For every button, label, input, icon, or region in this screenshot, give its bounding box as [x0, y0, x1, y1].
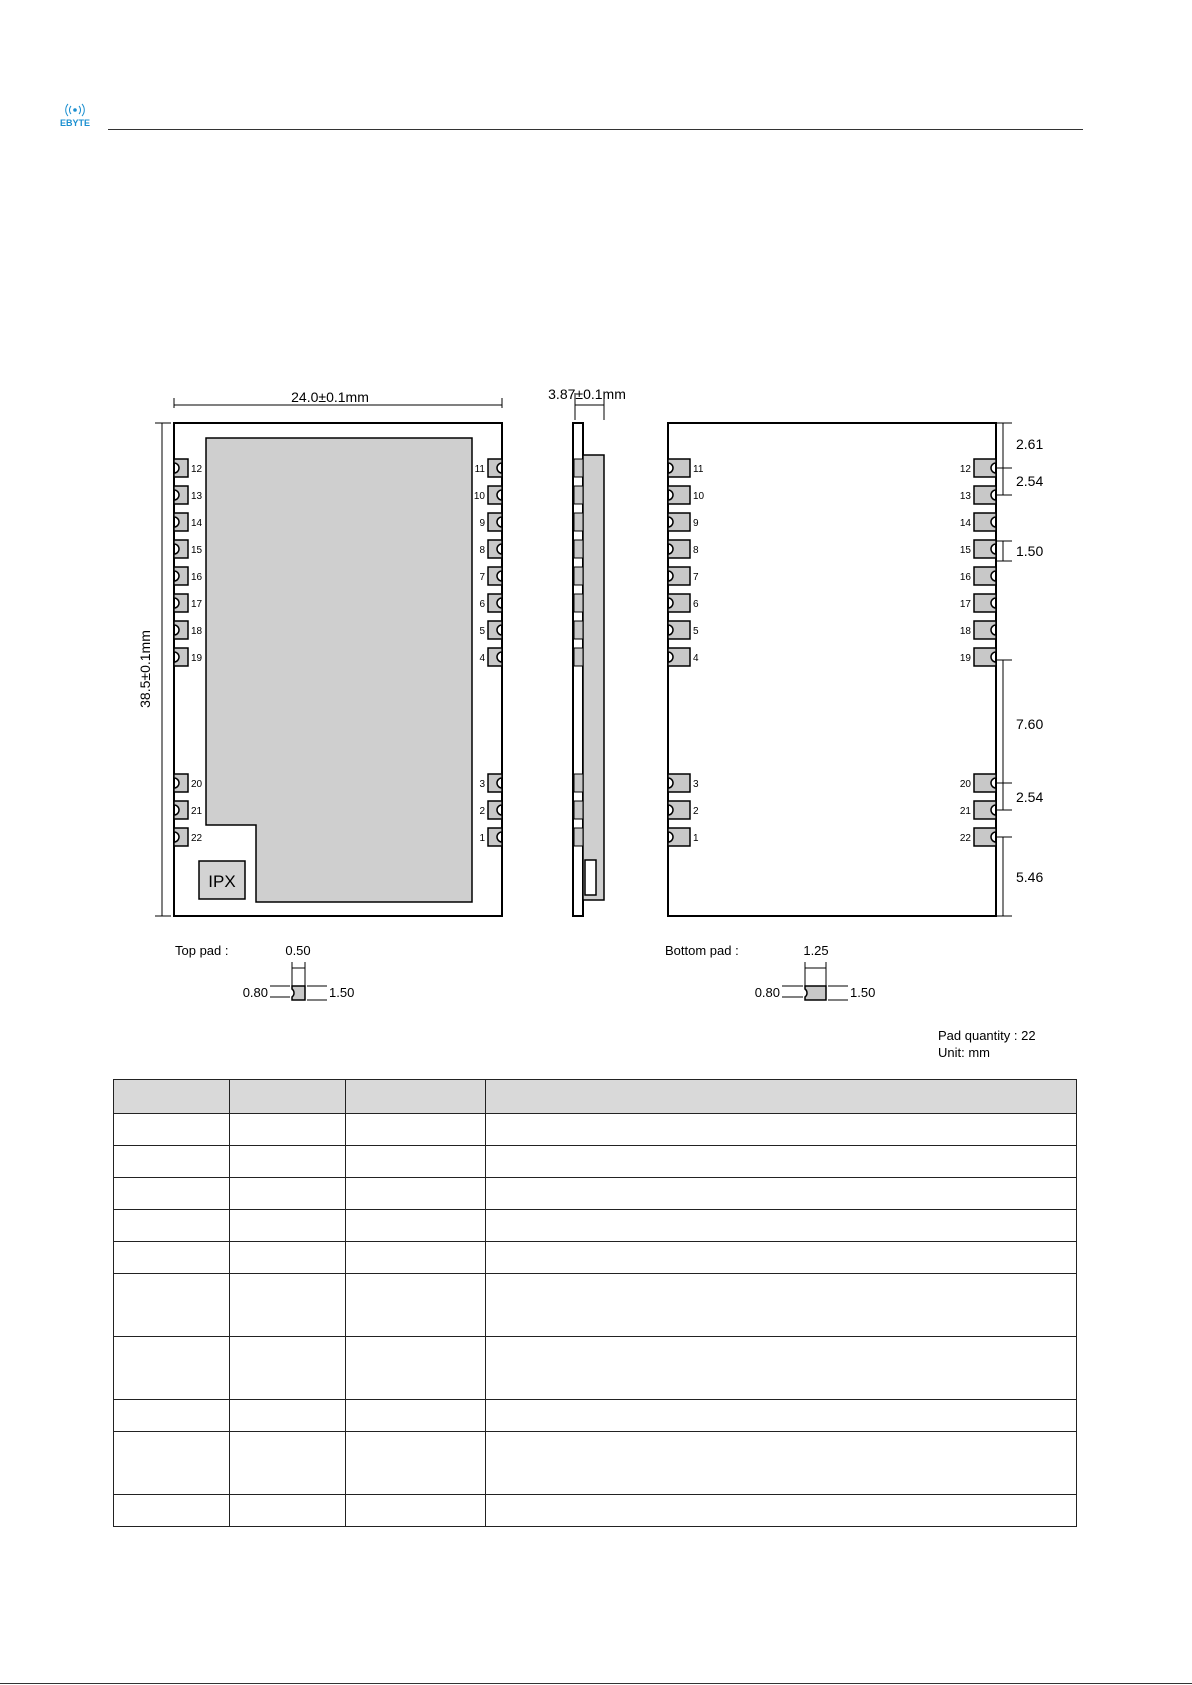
bottom-pad-height: 1.50	[850, 985, 876, 1000]
table-row	[114, 1400, 1077, 1432]
pin-number: 12	[959, 464, 971, 475]
side-pad	[574, 801, 583, 819]
pin-number: 2	[693, 806, 699, 817]
pin-number: 5	[479, 626, 485, 637]
pin-number: 17	[959, 599, 971, 610]
pin-number: 7	[479, 572, 485, 583]
top-view-left-pads	[174, 459, 203, 846]
brand-name: EBYTE	[59, 118, 91, 128]
table-row	[114, 1242, 1077, 1274]
top-view	[137, 389, 502, 916]
table-cell	[230, 1242, 346, 1274]
module-dimension-drawing	[0, 370, 1192, 1070]
width-label: 24.0±0.1mm	[291, 389, 369, 405]
table-cell	[486, 1146, 1077, 1178]
pin-number: 9	[693, 518, 699, 529]
pin-number: 14	[191, 518, 203, 529]
pin-number: 11	[693, 464, 704, 475]
table-cell	[486, 1432, 1077, 1495]
side-view-pads	[574, 459, 583, 846]
pin-number: 16	[191, 572, 203, 583]
table-cell	[346, 1432, 486, 1495]
table-row	[114, 1146, 1077, 1178]
table-cell	[346, 1337, 486, 1400]
pin-number: 15	[191, 545, 203, 556]
table-cell	[230, 1337, 346, 1400]
footer-rule	[0, 1683, 1192, 1684]
header-cell	[346, 1080, 486, 1114]
side-pad	[574, 459, 583, 477]
bottom-view	[668, 423, 1043, 916]
side-pad	[574, 594, 583, 612]
pin-number: 19	[191, 653, 203, 664]
table-cell	[114, 1242, 230, 1274]
table-cell	[230, 1210, 346, 1242]
table-row	[114, 1432, 1077, 1495]
pin-number: 3	[479, 779, 485, 790]
table-cell	[486, 1178, 1077, 1210]
table-cell	[486, 1242, 1077, 1274]
unit-label: Unit: mm	[938, 1045, 990, 1060]
pin-number: 8	[693, 545, 699, 556]
table-cell	[114, 1210, 230, 1242]
table-cell	[346, 1242, 486, 1274]
dim-5-46: 5.46	[1016, 869, 1044, 885]
table-cell	[346, 1274, 486, 1337]
pin-number: 4	[479, 653, 485, 664]
table-cell	[114, 1274, 230, 1337]
side-pad	[574, 648, 583, 666]
table-cell	[230, 1495, 346, 1527]
pin-number: 8	[479, 545, 485, 556]
pin-number: 6	[479, 599, 485, 610]
top-pad-width: 0.50	[285, 943, 311, 958]
top-pad-height: 1.50	[329, 985, 355, 1000]
header-rule	[108, 129, 1083, 130]
pin-number: 5	[693, 626, 699, 637]
bottom-pad-title: Bottom pad :	[665, 943, 739, 958]
pin-number: 9	[479, 518, 485, 529]
side-shield	[583, 455, 604, 900]
side-pad	[574, 540, 583, 558]
table-cell	[114, 1114, 230, 1146]
pin-number: 6	[693, 599, 699, 610]
table-cell	[486, 1114, 1077, 1146]
pin-number: 1	[479, 833, 485, 844]
pin-number: 16	[959, 572, 971, 583]
pin-number: 19	[959, 653, 971, 664]
header-cell	[230, 1080, 346, 1114]
pin-definition-table	[113, 1079, 1077, 1527]
table-cell	[346, 1146, 486, 1178]
side-pad	[574, 486, 583, 504]
thickness-label: 3.87±0.1mm	[548, 386, 626, 402]
table-cell	[230, 1114, 346, 1146]
table-cell	[230, 1432, 346, 1495]
pin-number: 17	[191, 599, 203, 610]
dim-1-50: 1.50	[1016, 543, 1044, 559]
side-connector	[585, 860, 596, 895]
side-pad	[574, 828, 583, 846]
table-cell	[346, 1114, 486, 1146]
pin-number: 11	[474, 464, 485, 475]
pin-number: 10	[693, 491, 705, 502]
pin-number: 22	[191, 833, 203, 844]
dim-2-54-lower: 2.54	[1016, 789, 1044, 805]
table-header-row	[114, 1080, 1077, 1114]
table-cell	[230, 1146, 346, 1178]
pin-number: 10	[473, 491, 485, 502]
table-cell	[346, 1210, 486, 1242]
table-cell	[486, 1274, 1077, 1337]
table-cell	[486, 1495, 1077, 1527]
table-cell	[114, 1432, 230, 1495]
pin-number: 20	[959, 779, 971, 790]
side-pad	[574, 567, 583, 585]
header-cell	[486, 1080, 1077, 1114]
pin-number: 18	[959, 626, 971, 637]
table-row	[114, 1114, 1077, 1146]
dim-2-61: 2.61	[1016, 436, 1044, 452]
table-cell	[230, 1274, 346, 1337]
pin-number: 21	[191, 806, 203, 817]
pin-number: 12	[191, 464, 203, 475]
top-pad-title: Top pad :	[175, 943, 229, 958]
header-cell	[114, 1080, 230, 1114]
top-pad-detail	[175, 943, 354, 1000]
table-cell	[346, 1400, 486, 1432]
pin-number: 2	[479, 806, 485, 817]
pin-number: 18	[191, 626, 203, 637]
table-row	[114, 1337, 1077, 1400]
table-cell	[114, 1146, 230, 1178]
bottom-pad-shape	[805, 986, 826, 1000]
table-cell	[486, 1337, 1077, 1400]
table-cell	[114, 1337, 230, 1400]
bottom-pad-detail	[665, 943, 875, 1000]
table-cell	[486, 1400, 1077, 1432]
dim-7-60: 7.60	[1016, 716, 1044, 732]
ipx-label: IPX	[208, 872, 236, 891]
pin-number: 13	[191, 491, 203, 502]
bottom-pad-width: 1.25	[803, 943, 829, 958]
table-cell	[114, 1178, 230, 1210]
bottom-pad-gap: 0.80	[754, 985, 780, 1000]
pin-number: 13	[959, 491, 971, 502]
top-pad-shape	[292, 986, 305, 1000]
table-cell	[114, 1495, 230, 1527]
table-row	[114, 1210, 1077, 1242]
pin-number: 3	[693, 779, 699, 790]
pin-number: 21	[959, 806, 971, 817]
bottom-view-right-pads	[960, 459, 996, 846]
table-row	[114, 1495, 1077, 1527]
dim-2-54-upper: 2.54	[1016, 473, 1044, 489]
side-pad	[574, 621, 583, 639]
top-pad-gap: 0.80	[242, 985, 268, 1000]
pin-number: 7	[693, 572, 699, 583]
table-cell	[486, 1210, 1077, 1242]
pin-number: 22	[959, 833, 971, 844]
pin-number: 15	[959, 545, 971, 556]
table-row	[114, 1274, 1077, 1337]
ebyte-logo	[50, 100, 100, 130]
table-cell	[230, 1400, 346, 1432]
pin-number: 14	[959, 518, 971, 529]
pin-number: 1	[693, 833, 699, 844]
table-cell	[346, 1495, 486, 1527]
table-cell	[114, 1400, 230, 1432]
pad-quantity: Pad quantity : 22	[938, 1028, 1036, 1043]
table-cell	[346, 1178, 486, 1210]
pitch-dimensions	[996, 423, 1012, 916]
height-label: 38.5±0.1mm	[137, 630, 153, 708]
table-row	[114, 1178, 1077, 1210]
table-cell	[230, 1178, 346, 1210]
pin-number: 4	[693, 653, 699, 664]
side-pad	[574, 774, 583, 792]
side-pad	[574, 513, 583, 531]
side-view	[548, 386, 626, 916]
bottom-view-outline	[668, 423, 996, 916]
pin-number: 20	[191, 779, 203, 790]
